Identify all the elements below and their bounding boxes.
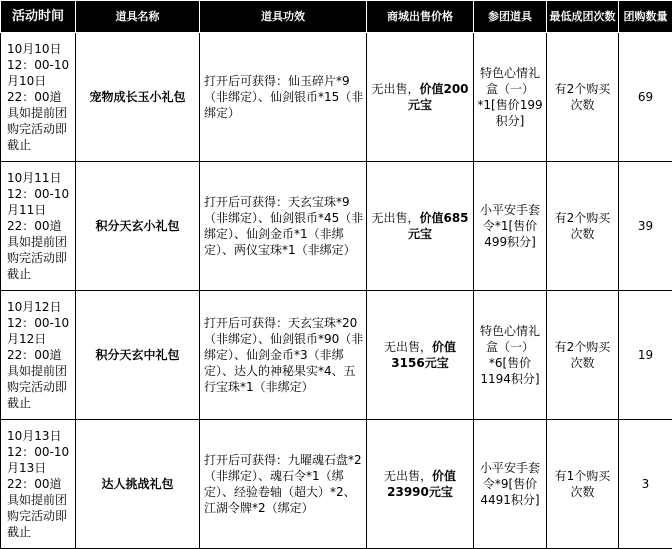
cell-name: 积分天玄小礼包 — [76, 162, 200, 291]
cell-time: 10月12日12：00-10月12日22：00道具如提前团购完活动即截止 — [1, 291, 76, 420]
cell-time: 10月10日12：00-10月10日22：00道具如提前团购完活动即截止 — [1, 33, 76, 162]
cell-min: 有2个购买次数 — [547, 162, 619, 291]
cell-ref: 小平安手套令*1[售价499积分] — [474, 162, 547, 291]
cell-ref: 特色心情礼盒（一）*1[售价199积分] — [474, 33, 547, 162]
cell-name: 达人挑战礼包 — [76, 420, 200, 549]
cell-effect: 打开后可获得：天玄宝珠*20（非绑定）、仙剑银币*90（非绑定）、仙剑金币*3（非绑定）、达人的神秘果实*4、五行宝珠*1（非绑定） — [200, 291, 367, 420]
price-value: 价值200元宝 — [408, 82, 469, 112]
cell-count: 69 — [619, 33, 672, 162]
price-prefix: 无出售， — [371, 82, 419, 96]
cell-price — [367, 291, 474, 420]
table-row — [1, 162, 672, 291]
cell-price — [367, 33, 474, 162]
table-row — [1, 33, 672, 162]
header-effect: 道具功效 — [200, 1, 367, 33]
header-min: 最低成团次数 — [547, 1, 619, 33]
price-value: 价值23990元宝 — [387, 469, 456, 499]
table-row — [1, 291, 672, 420]
header-price: 商城出售价格 — [367, 1, 474, 33]
cell-price — [367, 420, 474, 549]
cell-name: 积分天玄中礼包 — [76, 291, 200, 420]
cell-effect: 打开后可获得：天玄宝珠*9（非绑定）、仙剑银币*45（非绑定）、仙剑金币*1（非绑定）、两仪宝珠*1（非绑定） — [200, 162, 367, 291]
table-row — [1, 420, 672, 549]
cell-ref: 小平安手套令*9[售价4491积分] — [474, 420, 547, 549]
cell-effect: 打开后可获得：九曜魂石盘*2（非绑定）、魂石令*1（绑定）、经验卷轴（超大）*2、江湖令牌*2（绑定） — [200, 420, 367, 549]
price-prefix: 无出售， — [384, 469, 432, 483]
cell-time: 10月13日12：00-10月13日22：00道具如提前团购完活动即截止 — [1, 420, 76, 549]
cell-count: 39 — [619, 162, 672, 291]
header-time: 活动时间 — [1, 1, 76, 33]
cell-count: 19 — [619, 291, 672, 420]
header-ref: 参团道具 — [474, 1, 547, 33]
price-value: 价值685元宝 — [408, 211, 469, 241]
cell-effect: 打开后可获得：仙玉碎片*9（非绑定）、仙剑银币*15（非绑定） — [200, 33, 367, 162]
cell-price — [367, 162, 474, 291]
header-row — [1, 1, 672, 33]
cell-min: 有2个购买次数 — [547, 33, 619, 162]
cell-min: 有1个购买次数 — [547, 420, 619, 549]
cell-count: 3 — [619, 420, 672, 549]
cell-name: 宠物成长玉小礼包 — [76, 33, 200, 162]
price-value: 价值3156元宝 — [391, 340, 456, 370]
header-name: 道具名称 — [76, 1, 200, 33]
cell-min: 有2个购买次数 — [547, 291, 619, 420]
cell-time: 10月11日12：00-10月11日22：00道具如提前团购完活动即截止 — [1, 162, 76, 291]
cell-ref: 特色心情礼盒（一）*6[售价1194积分] — [474, 291, 547, 420]
price-prefix: 无出售， — [384, 340, 432, 354]
header-count: 团购数量 — [619, 1, 672, 33]
price-prefix: 无出售， — [371, 211, 419, 225]
